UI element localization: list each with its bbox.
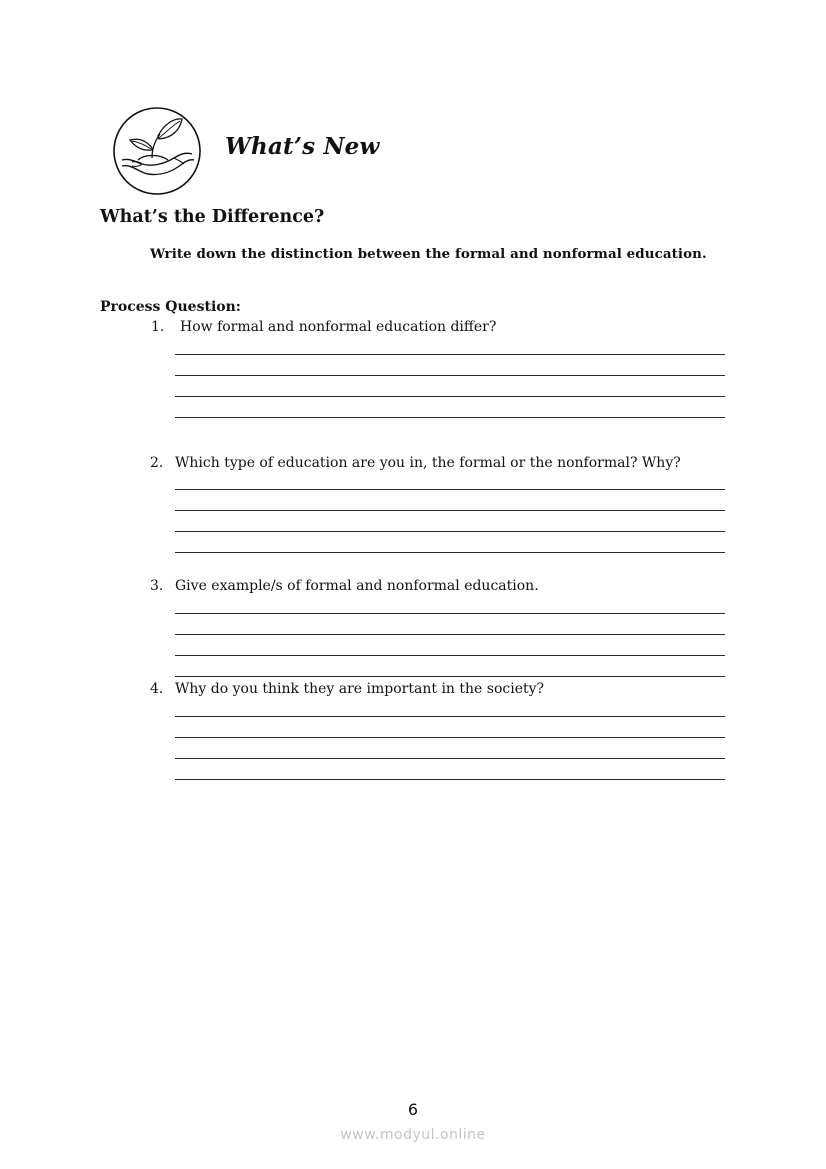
answer-line[interactable]: [175, 375, 725, 376]
answer-line[interactable]: [175, 758, 725, 759]
page-number: 6: [407, 1100, 419, 1119]
watermark: www.modyul.online: [340, 1127, 486, 1143]
hand-holding-seedling-icon: [112, 106, 202, 196]
answer-line[interactable]: [175, 531, 725, 532]
instruction-text: Write down the distinction between the formal and nonformal education.: [150, 246, 707, 262]
answer-line[interactable]: [175, 354, 725, 355]
section-title: What’s New: [225, 133, 380, 160]
answer-line[interactable]: [175, 489, 725, 490]
question-number: 3.: [150, 578, 164, 594]
answer-line[interactable]: [175, 779, 725, 780]
question-text: Which type of education are you in, the formal or the nonformal? Why?: [175, 455, 681, 471]
answer-line[interactable]: [175, 737, 725, 738]
question-text: How formal and nonformal education differ?: [180, 319, 497, 335]
answer-line[interactable]: [175, 676, 725, 677]
question-text: Give example/s of formal and nonformal education.: [175, 578, 539, 594]
answer-line[interactable]: [175, 396, 725, 397]
answer-line[interactable]: [175, 655, 725, 656]
question-number: 2.: [150, 455, 164, 471]
answer-line[interactable]: [175, 510, 725, 511]
activity-heading: What’s the Difference?: [100, 207, 325, 227]
question-text: Why do you think they are important in the society?: [175, 681, 545, 697]
answer-line[interactable]: [175, 634, 725, 635]
process-question-label: Process Question:: [100, 299, 241, 315]
question-number: 1.: [151, 319, 165, 335]
answer-line[interactable]: [175, 417, 725, 418]
answer-line[interactable]: [175, 552, 725, 553]
question-number: 4.: [150, 681, 164, 697]
answer-line[interactable]: [175, 716, 725, 717]
answer-line[interactable]: [175, 613, 725, 614]
